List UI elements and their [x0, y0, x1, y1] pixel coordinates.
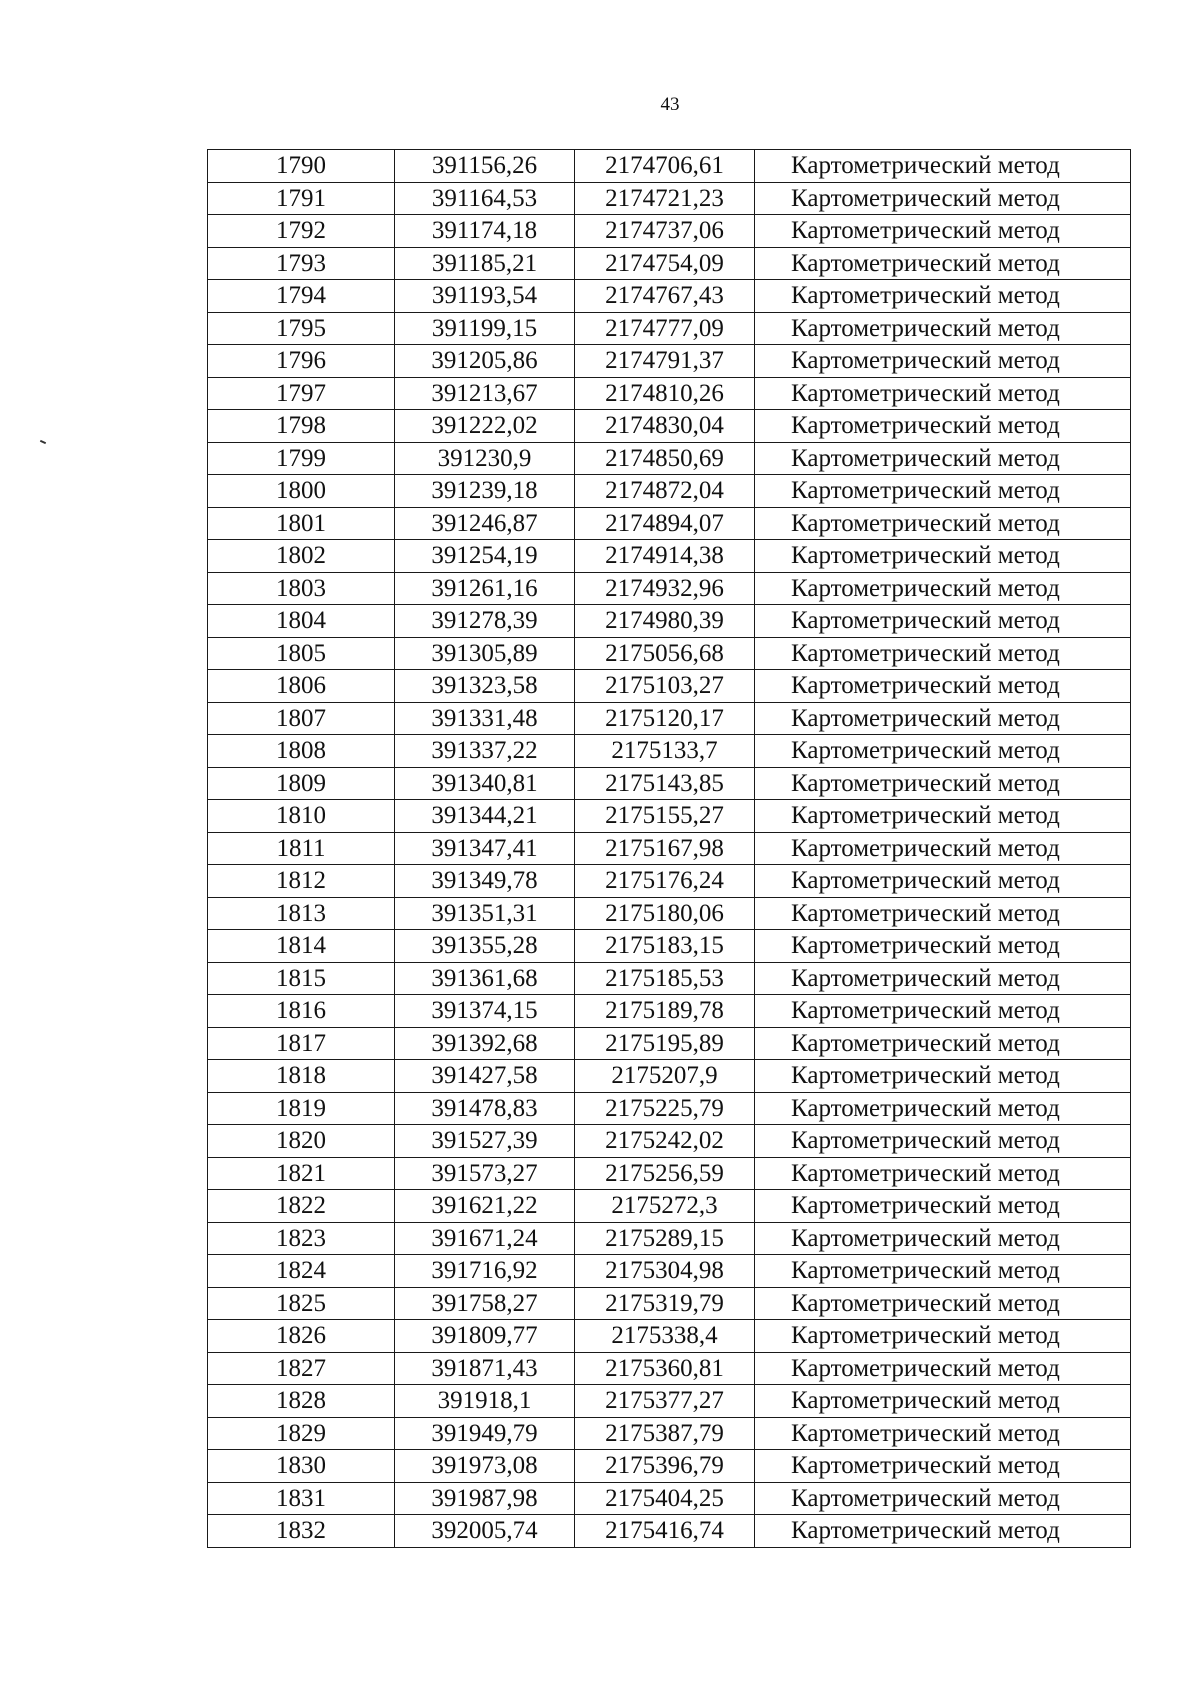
y-coordinate-cell: 2175416,74 [575, 1515, 755, 1548]
method-cell: Картометрический метод [755, 897, 1131, 930]
y-coordinate-cell: 2174894,07 [575, 507, 755, 540]
point-number-cell: 1808 [208, 735, 395, 768]
table-row [208, 1515, 1131, 1548]
point-number-cell: 1828 [208, 1385, 395, 1418]
x-coordinate-cell: 391205,86 [395, 345, 575, 378]
table-row [208, 345, 1131, 378]
y-coordinate-cell: 2174980,39 [575, 605, 755, 638]
y-coordinate-cell: 2175195,89 [575, 1027, 755, 1060]
y-coordinate-cell: 2175185,53 [575, 962, 755, 995]
y-coordinate-cell: 2174914,38 [575, 540, 755, 573]
x-coordinate-cell: 391573,27 [395, 1157, 575, 1190]
x-coordinate-cell: 391918,1 [395, 1385, 575, 1418]
table-row [208, 800, 1131, 833]
table-row [208, 507, 1131, 540]
x-coordinate-cell: 391527,39 [395, 1125, 575, 1158]
table-row [208, 962, 1131, 995]
x-coordinate-cell: 391671,24 [395, 1222, 575, 1255]
method-cell: Картометрический метод [755, 410, 1131, 443]
y-coordinate-cell: 2174754,09 [575, 247, 755, 280]
table-row [208, 930, 1131, 963]
x-coordinate-cell: 391331,48 [395, 702, 575, 735]
y-coordinate-cell: 2175338,4 [575, 1320, 755, 1353]
method-cell: Картометрический метод [755, 1157, 1131, 1190]
y-coordinate-cell: 2174706,61 [575, 150, 755, 183]
method-cell: Картометрический метод [755, 735, 1131, 768]
x-coordinate-cell: 391199,15 [395, 312, 575, 345]
method-cell: Картометрический метод [755, 247, 1131, 280]
y-coordinate-cell: 2175167,98 [575, 832, 755, 865]
method-cell: Картометрический метод [755, 312, 1131, 345]
y-coordinate-cell: 2175189,78 [575, 995, 755, 1028]
point-number-cell: 1797 [208, 377, 395, 410]
x-coordinate-cell: 391716,92 [395, 1255, 575, 1288]
method-cell: Картометрический метод [755, 1417, 1131, 1450]
table-row [208, 215, 1131, 248]
x-coordinate-cell: 391305,89 [395, 637, 575, 670]
x-coordinate-cell: 391230,9 [395, 442, 575, 475]
y-coordinate-cell: 2174872,04 [575, 475, 755, 508]
point-number-cell: 1806 [208, 670, 395, 703]
table-row [208, 995, 1131, 1028]
method-cell: Картометрический метод [755, 1255, 1131, 1288]
y-coordinate-cell: 2174932,96 [575, 572, 755, 605]
x-coordinate-cell: 391374,15 [395, 995, 575, 1028]
y-coordinate-cell: 2174810,26 [575, 377, 755, 410]
y-coordinate-cell: 2175183,15 [575, 930, 755, 963]
table-row [208, 670, 1131, 703]
method-cell: Картометрический метод [755, 670, 1131, 703]
method-cell: Картометрический метод [755, 1190, 1131, 1223]
table-row [208, 312, 1131, 345]
method-cell: Картометрический метод [755, 1060, 1131, 1093]
y-coordinate-cell: 2175242,02 [575, 1125, 755, 1158]
y-coordinate-cell: 2175272,3 [575, 1190, 755, 1223]
table-row [208, 280, 1131, 313]
x-coordinate-cell: 391621,22 [395, 1190, 575, 1223]
y-coordinate-cell: 2175377,27 [575, 1385, 755, 1418]
table-row [208, 702, 1131, 735]
method-cell: Картометрический метод [755, 345, 1131, 378]
y-coordinate-cell: 2175387,79 [575, 1417, 755, 1450]
y-coordinate-cell: 2175120,17 [575, 702, 755, 735]
point-number-cell: 1810 [208, 800, 395, 833]
method-cell: Картометрический метод [755, 215, 1131, 248]
y-coordinate-cell: 2174850,69 [575, 442, 755, 475]
x-coordinate-cell: 391478,83 [395, 1092, 575, 1125]
table-row [208, 1287, 1131, 1320]
point-number-cell: 1801 [208, 507, 395, 540]
x-coordinate-cell: 391349,78 [395, 865, 575, 898]
point-number-cell: 1792 [208, 215, 395, 248]
point-number-cell: 1804 [208, 605, 395, 638]
table-row [208, 605, 1131, 638]
point-number-cell: 1809 [208, 767, 395, 800]
table-row [208, 150, 1131, 183]
x-coordinate-cell: 391246,87 [395, 507, 575, 540]
point-number-cell: 1816 [208, 995, 395, 1028]
y-coordinate-cell: 2175207,9 [575, 1060, 755, 1093]
point-number-cell: 1820 [208, 1125, 395, 1158]
table-row [208, 1385, 1131, 1418]
table-row [208, 410, 1131, 443]
point-number-cell: 1803 [208, 572, 395, 605]
x-coordinate-cell: 391222,02 [395, 410, 575, 443]
y-coordinate-cell: 2175289,15 [575, 1222, 755, 1255]
x-coordinate-cell: 391973,08 [395, 1450, 575, 1483]
table-row [208, 1222, 1131, 1255]
point-number-cell: 1818 [208, 1060, 395, 1093]
point-number-cell: 1823 [208, 1222, 395, 1255]
point-number-cell: 1800 [208, 475, 395, 508]
point-number-cell: 1802 [208, 540, 395, 573]
y-coordinate-cell: 2175133,7 [575, 735, 755, 768]
table-row [208, 865, 1131, 898]
table-row [208, 637, 1131, 670]
method-cell: Картометрический метод [755, 377, 1131, 410]
method-cell: Картометрический метод [755, 1125, 1131, 1158]
method-cell: Картометрический метод [755, 1515, 1131, 1548]
coordinates-table [207, 149, 1131, 1548]
point-number-cell: 1799 [208, 442, 395, 475]
table-row [208, 832, 1131, 865]
table-row [208, 247, 1131, 280]
table-row [208, 1320, 1131, 1353]
table-row [208, 377, 1131, 410]
x-coordinate-cell: 391254,19 [395, 540, 575, 573]
x-coordinate-cell: 391809,77 [395, 1320, 575, 1353]
point-number-cell: 1811 [208, 832, 395, 865]
y-coordinate-cell: 2174737,06 [575, 215, 755, 248]
table-row [208, 442, 1131, 475]
method-cell: Картометрический метод [755, 1222, 1131, 1255]
table-row [208, 572, 1131, 605]
x-coordinate-cell: 391337,22 [395, 735, 575, 768]
x-coordinate-cell: 391278,39 [395, 605, 575, 638]
x-coordinate-cell: 391758,27 [395, 1287, 575, 1320]
page-number: 43 [660, 94, 680, 115]
point-number-cell: 1825 [208, 1287, 395, 1320]
table-row [208, 1157, 1131, 1190]
method-cell: Картометрический метод [755, 962, 1131, 995]
point-number-cell: 1817 [208, 1027, 395, 1060]
x-coordinate-cell: 391392,68 [395, 1027, 575, 1060]
x-coordinate-cell: 391185,21 [395, 247, 575, 280]
y-coordinate-cell: 2174791,37 [575, 345, 755, 378]
method-cell: Картометрический метод [755, 1385, 1131, 1418]
point-number-cell: 1827 [208, 1352, 395, 1385]
point-number-cell: 1793 [208, 247, 395, 280]
table-row [208, 1092, 1131, 1125]
coordinates-table-body [208, 150, 1131, 1548]
y-coordinate-cell: 2174777,09 [575, 312, 755, 345]
table-row [208, 1190, 1131, 1223]
point-number-cell: 1822 [208, 1190, 395, 1223]
x-coordinate-cell: 392005,74 [395, 1515, 575, 1548]
method-cell: Картометрический метод [755, 475, 1131, 508]
x-coordinate-cell: 391174,18 [395, 215, 575, 248]
method-cell: Картометрический метод [755, 507, 1131, 540]
y-coordinate-cell: 2175180,06 [575, 897, 755, 930]
method-cell: Картометрический метод [755, 182, 1131, 215]
method-cell: Картометрический метод [755, 702, 1131, 735]
method-cell: Картометрический метод [755, 1482, 1131, 1515]
point-number-cell: 1798 [208, 410, 395, 443]
table-row [208, 767, 1131, 800]
stray-mark [40, 440, 46, 444]
x-coordinate-cell: 391871,43 [395, 1352, 575, 1385]
method-cell: Картометрический метод [755, 865, 1131, 898]
x-coordinate-cell: 391193,54 [395, 280, 575, 313]
table-row [208, 897, 1131, 930]
method-cell: Картометрический метод [755, 1287, 1131, 1320]
point-number-cell: 1790 [208, 150, 395, 183]
x-coordinate-cell: 391344,21 [395, 800, 575, 833]
point-number-cell: 1821 [208, 1157, 395, 1190]
method-cell: Картометрический метод [755, 1352, 1131, 1385]
x-coordinate-cell: 391156,26 [395, 150, 575, 183]
point-number-cell: 1824 [208, 1255, 395, 1288]
method-cell: Картометрический метод [755, 572, 1131, 605]
x-coordinate-cell: 391347,41 [395, 832, 575, 865]
point-number-cell: 1815 [208, 962, 395, 995]
point-number-cell: 1807 [208, 702, 395, 735]
point-number-cell: 1813 [208, 897, 395, 930]
y-coordinate-cell: 2175225,79 [575, 1092, 755, 1125]
x-coordinate-cell: 391164,53 [395, 182, 575, 215]
point-number-cell: 1794 [208, 280, 395, 313]
y-coordinate-cell: 2174767,43 [575, 280, 755, 313]
point-number-cell: 1814 [208, 930, 395, 963]
table-row [208, 475, 1131, 508]
x-coordinate-cell: 391323,58 [395, 670, 575, 703]
table-row [208, 1255, 1131, 1288]
method-cell: Картометрический метод [755, 1450, 1131, 1483]
point-number-cell: 1795 [208, 312, 395, 345]
y-coordinate-cell: 2175360,81 [575, 1352, 755, 1385]
point-number-cell: 1796 [208, 345, 395, 378]
table-row [208, 1352, 1131, 1385]
point-number-cell: 1819 [208, 1092, 395, 1125]
point-number-cell: 1831 [208, 1482, 395, 1515]
point-number-cell: 1830 [208, 1450, 395, 1483]
y-coordinate-cell: 2175143,85 [575, 767, 755, 800]
y-coordinate-cell: 2175404,25 [575, 1482, 755, 1515]
method-cell: Картометрический метод [755, 832, 1131, 865]
method-cell: Картометрический метод [755, 930, 1131, 963]
method-cell: Картометрический метод [755, 637, 1131, 670]
x-coordinate-cell: 391340,81 [395, 767, 575, 800]
method-cell: Картометрический метод [755, 995, 1131, 1028]
table-row [208, 1417, 1131, 1450]
x-coordinate-cell: 391351,31 [395, 897, 575, 930]
y-coordinate-cell: 2174830,04 [575, 410, 755, 443]
y-coordinate-cell: 2175319,79 [575, 1287, 755, 1320]
table-row [208, 1125, 1131, 1158]
point-number-cell: 1832 [208, 1515, 395, 1548]
method-cell: Картометрический метод [755, 150, 1131, 183]
y-coordinate-cell: 2175155,27 [575, 800, 755, 833]
x-coordinate-cell: 391987,98 [395, 1482, 575, 1515]
method-cell: Картометрический метод [755, 1092, 1131, 1125]
method-cell: Картометрический метод [755, 1320, 1131, 1353]
point-number-cell: 1826 [208, 1320, 395, 1353]
table-row [208, 1482, 1131, 1515]
point-number-cell: 1829 [208, 1417, 395, 1450]
y-coordinate-cell: 2175056,68 [575, 637, 755, 670]
point-number-cell: 1812 [208, 865, 395, 898]
x-coordinate-cell: 391427,58 [395, 1060, 575, 1093]
point-number-cell: 1791 [208, 182, 395, 215]
point-number-cell: 1805 [208, 637, 395, 670]
table-row [208, 1060, 1131, 1093]
x-coordinate-cell: 391361,68 [395, 962, 575, 995]
y-coordinate-cell: 2174721,23 [575, 182, 755, 215]
method-cell: Картометрический метод [755, 280, 1131, 313]
method-cell: Картометрический метод [755, 605, 1131, 638]
y-coordinate-cell: 2175103,27 [575, 670, 755, 703]
table-row [208, 540, 1131, 573]
y-coordinate-cell: 2175304,98 [575, 1255, 755, 1288]
method-cell: Картометрический метод [755, 540, 1131, 573]
table-row [208, 1450, 1131, 1483]
y-coordinate-cell: 2175256,59 [575, 1157, 755, 1190]
x-coordinate-cell: 391949,79 [395, 1417, 575, 1450]
x-coordinate-cell: 391213,67 [395, 377, 575, 410]
method-cell: Картометрический метод [755, 1027, 1131, 1060]
table-row [208, 735, 1131, 768]
x-coordinate-cell: 391239,18 [395, 475, 575, 508]
method-cell: Картометрический метод [755, 442, 1131, 475]
table-row [208, 1027, 1131, 1060]
method-cell: Картометрический метод [755, 767, 1131, 800]
y-coordinate-cell: 2175396,79 [575, 1450, 755, 1483]
table-row [208, 182, 1131, 215]
method-cell: Картометрический метод [755, 800, 1131, 833]
x-coordinate-cell: 391355,28 [395, 930, 575, 963]
x-coordinate-cell: 391261,16 [395, 572, 575, 605]
y-coordinate-cell: 2175176,24 [575, 865, 755, 898]
